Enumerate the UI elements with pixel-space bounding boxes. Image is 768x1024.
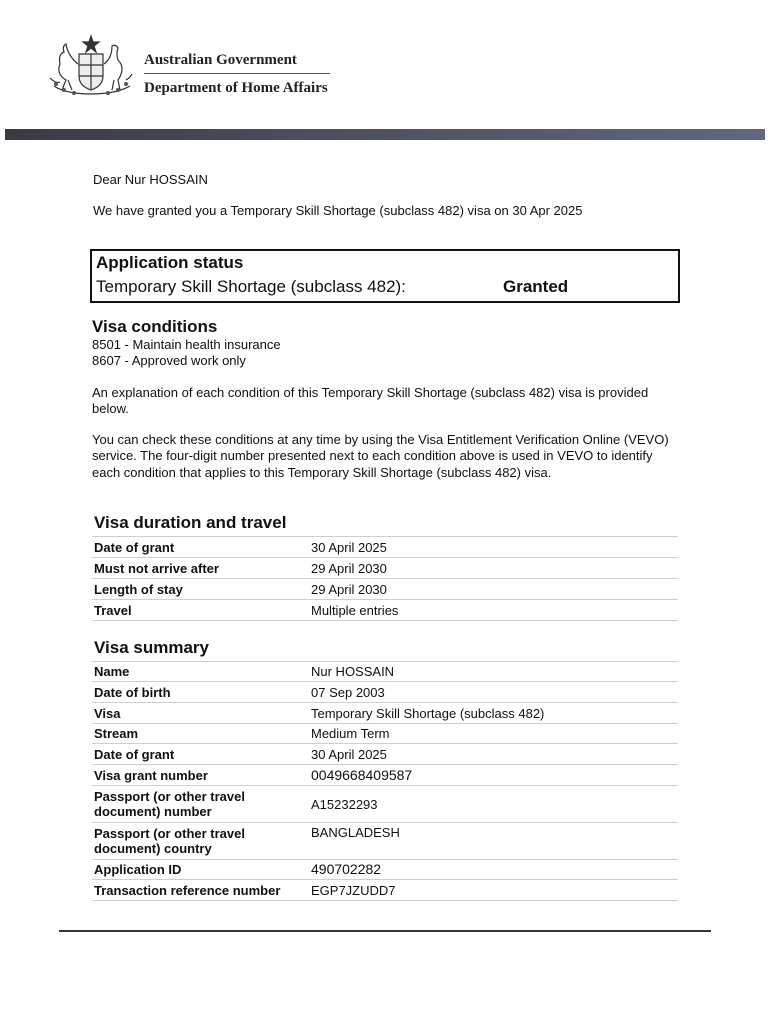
row-value: Temporary Skill Shortage (subclass 482) bbox=[309, 703, 678, 724]
row-value: Medium Term bbox=[309, 724, 678, 744]
row-value: 490702282 bbox=[309, 860, 678, 880]
row-label: Transaction reference number bbox=[92, 880, 309, 901]
table-row bbox=[92, 579, 678, 600]
grant-statement: We have granted you a Temporary Skill Shortage (subclass 482) visa on 30 Apr 2025 bbox=[93, 203, 583, 218]
row-value: 30 April 2025 bbox=[309, 744, 678, 765]
row-value: BANGLADESH bbox=[309, 823, 678, 860]
duration-table bbox=[92, 536, 678, 621]
duration-title: Visa duration and travel bbox=[94, 513, 287, 532]
coat-of-arms-icon bbox=[46, 34, 136, 100]
summary-title: Visa summary bbox=[94, 638, 209, 657]
table-row bbox=[92, 880, 678, 901]
row-value: A15232293 bbox=[309, 786, 678, 823]
summary-table bbox=[92, 661, 678, 901]
conditions-title: Visa conditions bbox=[92, 317, 218, 336]
department-name: Department of Home Affairs bbox=[144, 80, 328, 96]
letterhead bbox=[0, 0, 768, 128]
row-label: Stream bbox=[92, 724, 309, 744]
row-value: Multiple entries bbox=[309, 600, 678, 621]
row-label: Application ID bbox=[92, 860, 309, 880]
condition-item: 8607 - Approved work only bbox=[92, 353, 246, 368]
condition-item: 8501 - Maintain health insurance bbox=[92, 337, 281, 352]
conditions-explanation: An explanation of each condition of this Temporary Skill Shortage (subclass 482) visa is provided below. bbox=[92, 385, 649, 417]
status-title: Application status bbox=[96, 253, 244, 272]
row-label: Date of grant bbox=[92, 744, 309, 765]
table-row bbox=[92, 537, 678, 558]
row-label: Name bbox=[92, 662, 309, 682]
government-name: Australian Government bbox=[144, 52, 297, 68]
table-row bbox=[92, 860, 678, 880]
status-visa: Temporary Skill Shortage (subclass 482): bbox=[96, 277, 406, 296]
row-value: Nur HOSSAIN bbox=[309, 662, 678, 682]
greeting: Dear Nur HOSSAIN bbox=[93, 172, 208, 187]
row-value: EGP7JZUDD7 bbox=[309, 880, 678, 901]
table-row bbox=[92, 823, 678, 860]
row-label: Length of stay bbox=[92, 579, 309, 600]
row-value: 0049668409587 bbox=[309, 765, 678, 786]
table-row bbox=[92, 558, 678, 579]
row-label: Date of grant bbox=[92, 537, 309, 558]
table-row bbox=[92, 703, 678, 724]
letterhead-divider bbox=[144, 73, 330, 74]
row-label: Visa grant number bbox=[92, 765, 309, 786]
row-label: Date of birth bbox=[92, 682, 309, 703]
row-value: 29 April 2030 bbox=[309, 558, 678, 579]
vevo-explanation: You can check these conditions at any time by using the Visa Entitlement Verification Online (VEVO) service. The four-digit number presented next to each condition above is used in VEVO to identify each condition that applies to this Temporary Skill Shortage (subclass 482) visa. bbox=[92, 432, 669, 480]
row-label: Passport (or other travel document) country bbox=[92, 823, 309, 860]
table-row bbox=[92, 682, 678, 703]
row-value: 07 Sep 2003 bbox=[309, 682, 678, 703]
header-banner bbox=[5, 129, 765, 140]
row-label: Passport (or other travel document) number bbox=[92, 786, 309, 823]
footer-divider bbox=[59, 930, 711, 932]
table-row bbox=[92, 600, 678, 621]
table-row bbox=[92, 724, 678, 744]
row-value: 30 April 2025 bbox=[309, 537, 678, 558]
row-label: Travel bbox=[92, 600, 309, 621]
table-row bbox=[92, 744, 678, 765]
application-status-box bbox=[90, 249, 680, 303]
row-label: Must not arrive after bbox=[92, 558, 309, 579]
table-row bbox=[92, 786, 678, 823]
table-row bbox=[92, 765, 678, 786]
row-value: 29 April 2030 bbox=[309, 579, 678, 600]
row-label: Visa bbox=[92, 703, 309, 724]
table-row bbox=[92, 662, 678, 682]
status-value: Granted bbox=[503, 277, 569, 296]
